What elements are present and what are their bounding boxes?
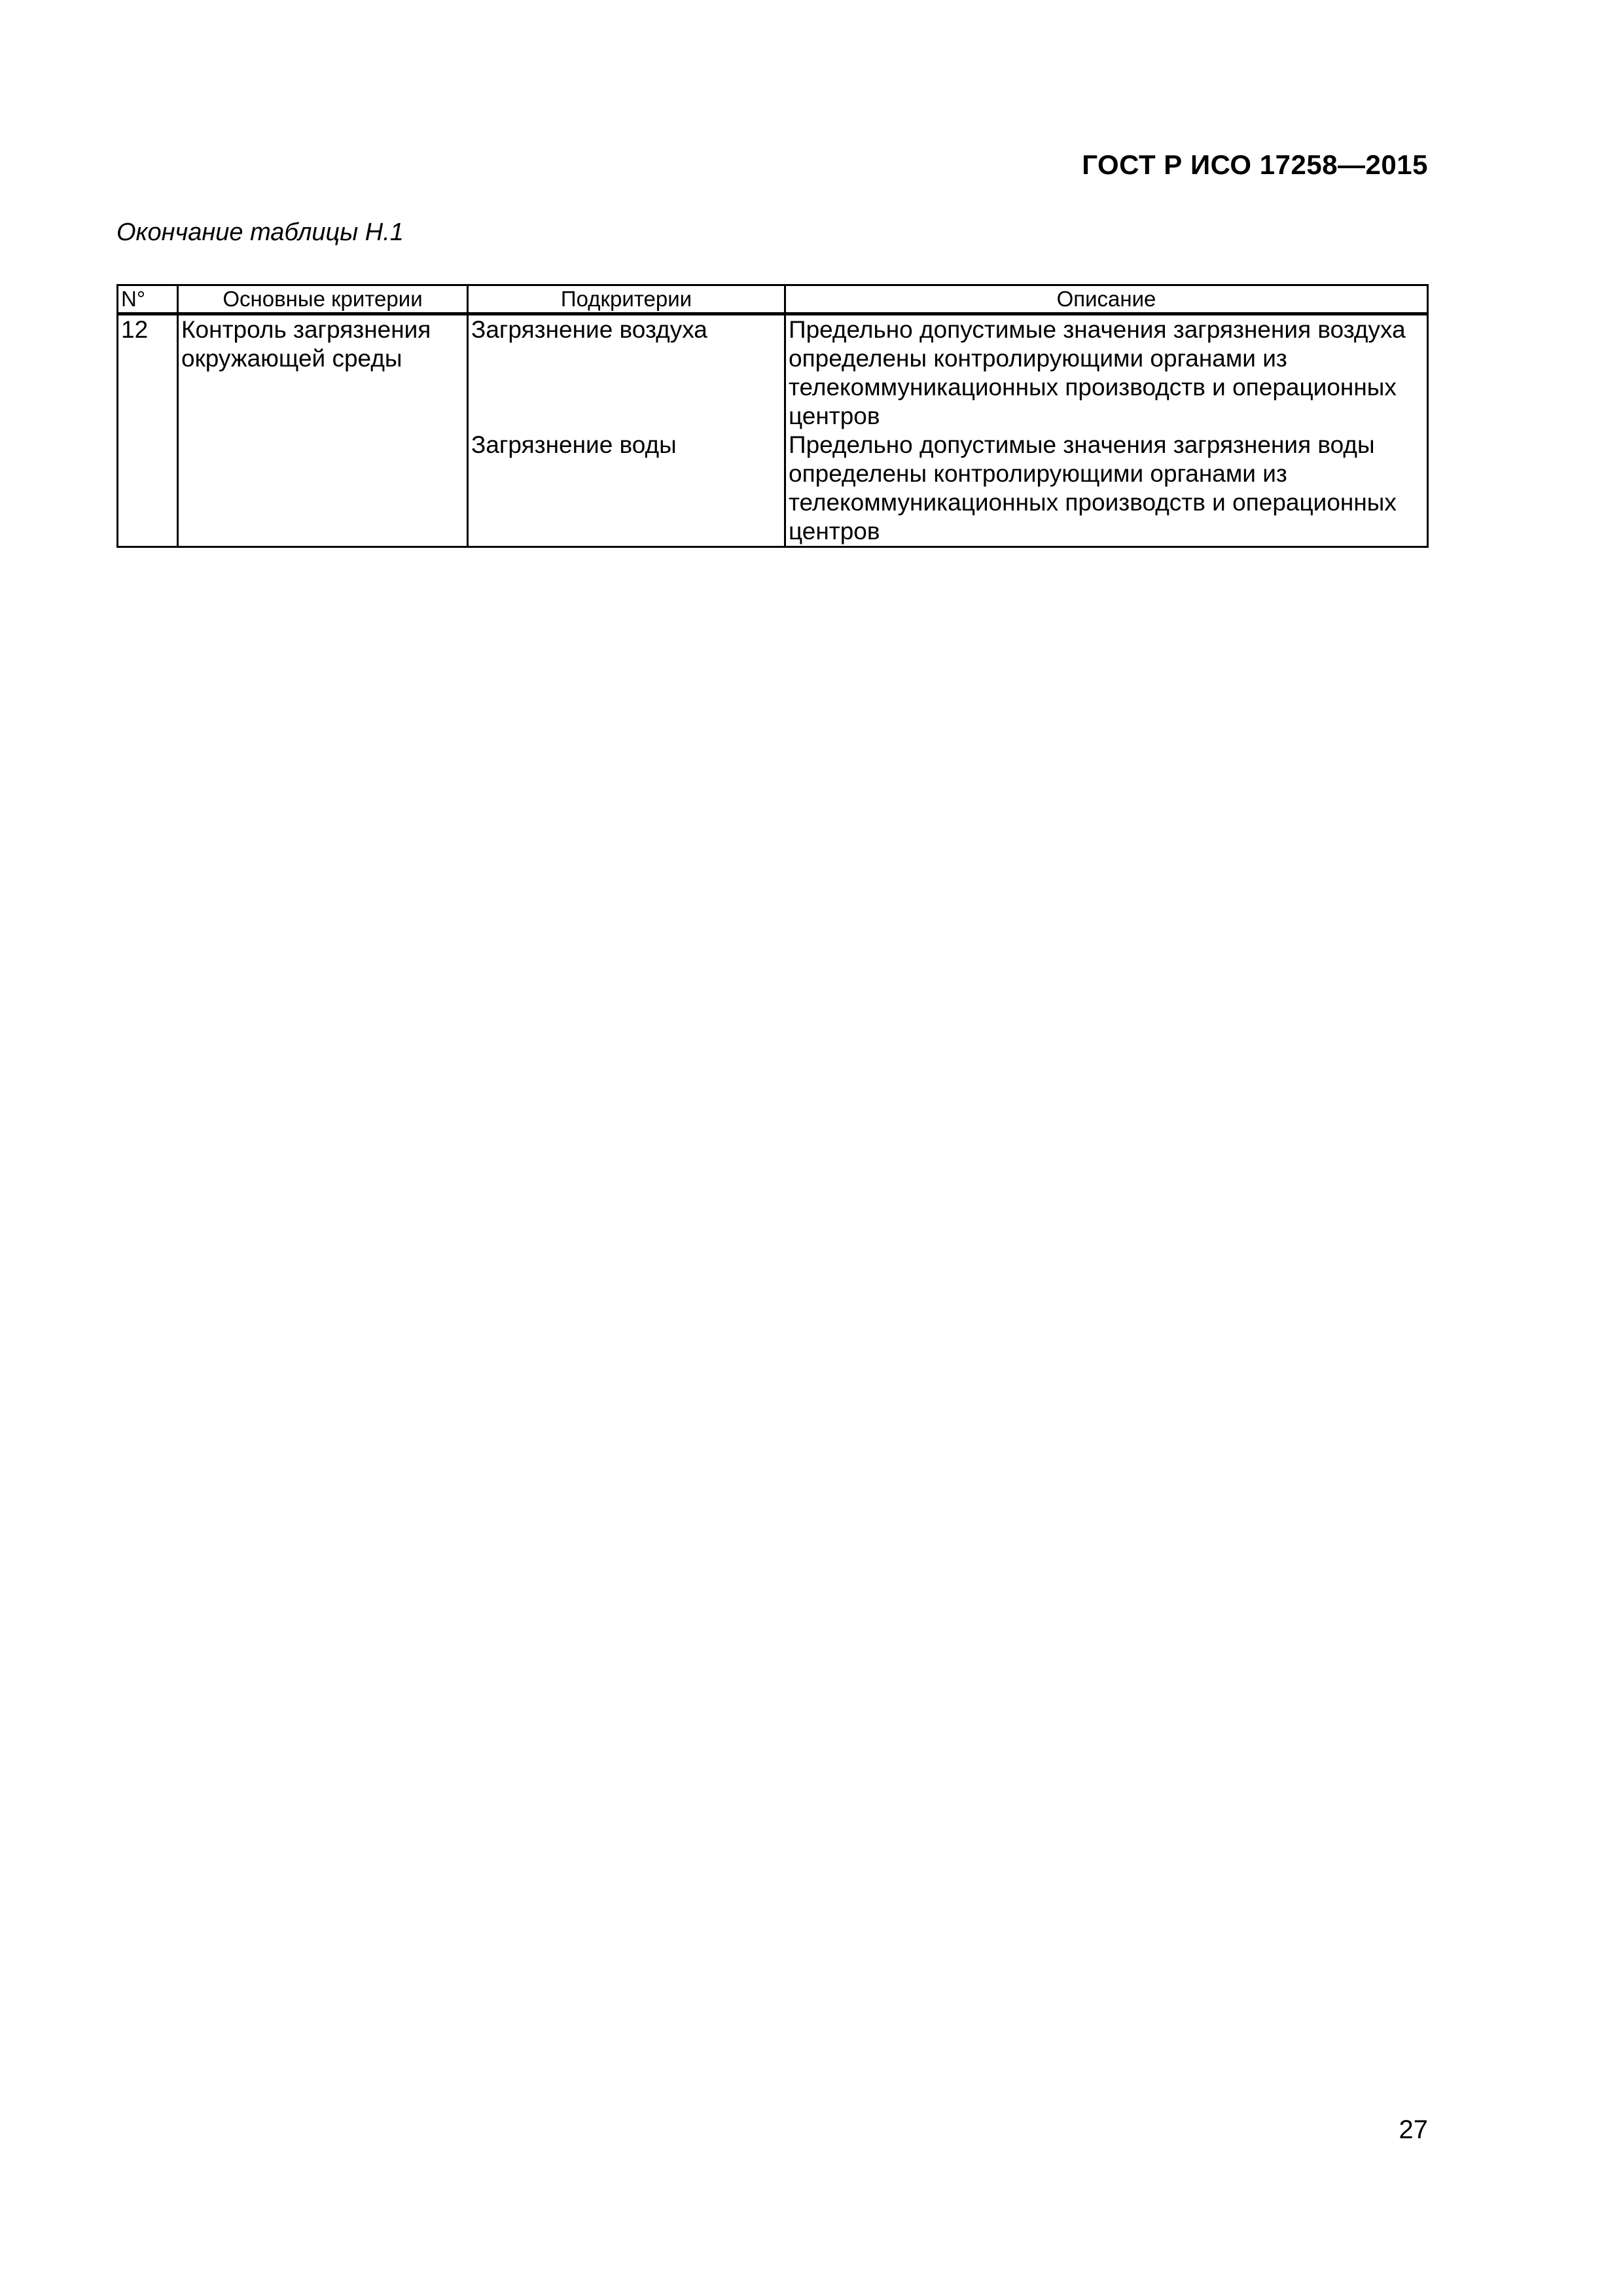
cell-criterion: Контроль загрязнения окружающей среды [178, 314, 468, 431]
cell-description: Предельно допустимые значения загрязнения воды определены контролирующими органами из телекоммуникационных производств и операционных центров [785, 431, 1428, 547]
column-header-description: Описание [785, 285, 1428, 314]
table-caption: Окончание таблицы Н.1 [116, 219, 404, 246]
cell-subcriterion: Загрязнение воздуха [468, 314, 785, 431]
cell-num: 12 [118, 314, 178, 431]
table-row [118, 431, 1428, 547]
table-header-row [118, 285, 1428, 314]
cell-criterion [178, 431, 468, 547]
cell-description: Предельно допустимые значения загрязнения воздуха определены контролирующими органами из телекоммуникационных производств и операционных центров [785, 314, 1428, 431]
column-header-num: N° [118, 285, 178, 314]
cell-subcriterion: Загрязнение воды [468, 431, 785, 547]
page-number: 27 [1399, 2115, 1428, 2144]
table-row [118, 314, 1428, 431]
column-header-criteria: Основные критерии [178, 285, 468, 314]
document-standard-code: ГОСТ Р ИСО 17258—2015 [1082, 149, 1428, 180]
column-header-subcriteria: Подкритерии [468, 285, 785, 314]
criteria-table [116, 284, 1429, 548]
cell-num [118, 431, 178, 547]
